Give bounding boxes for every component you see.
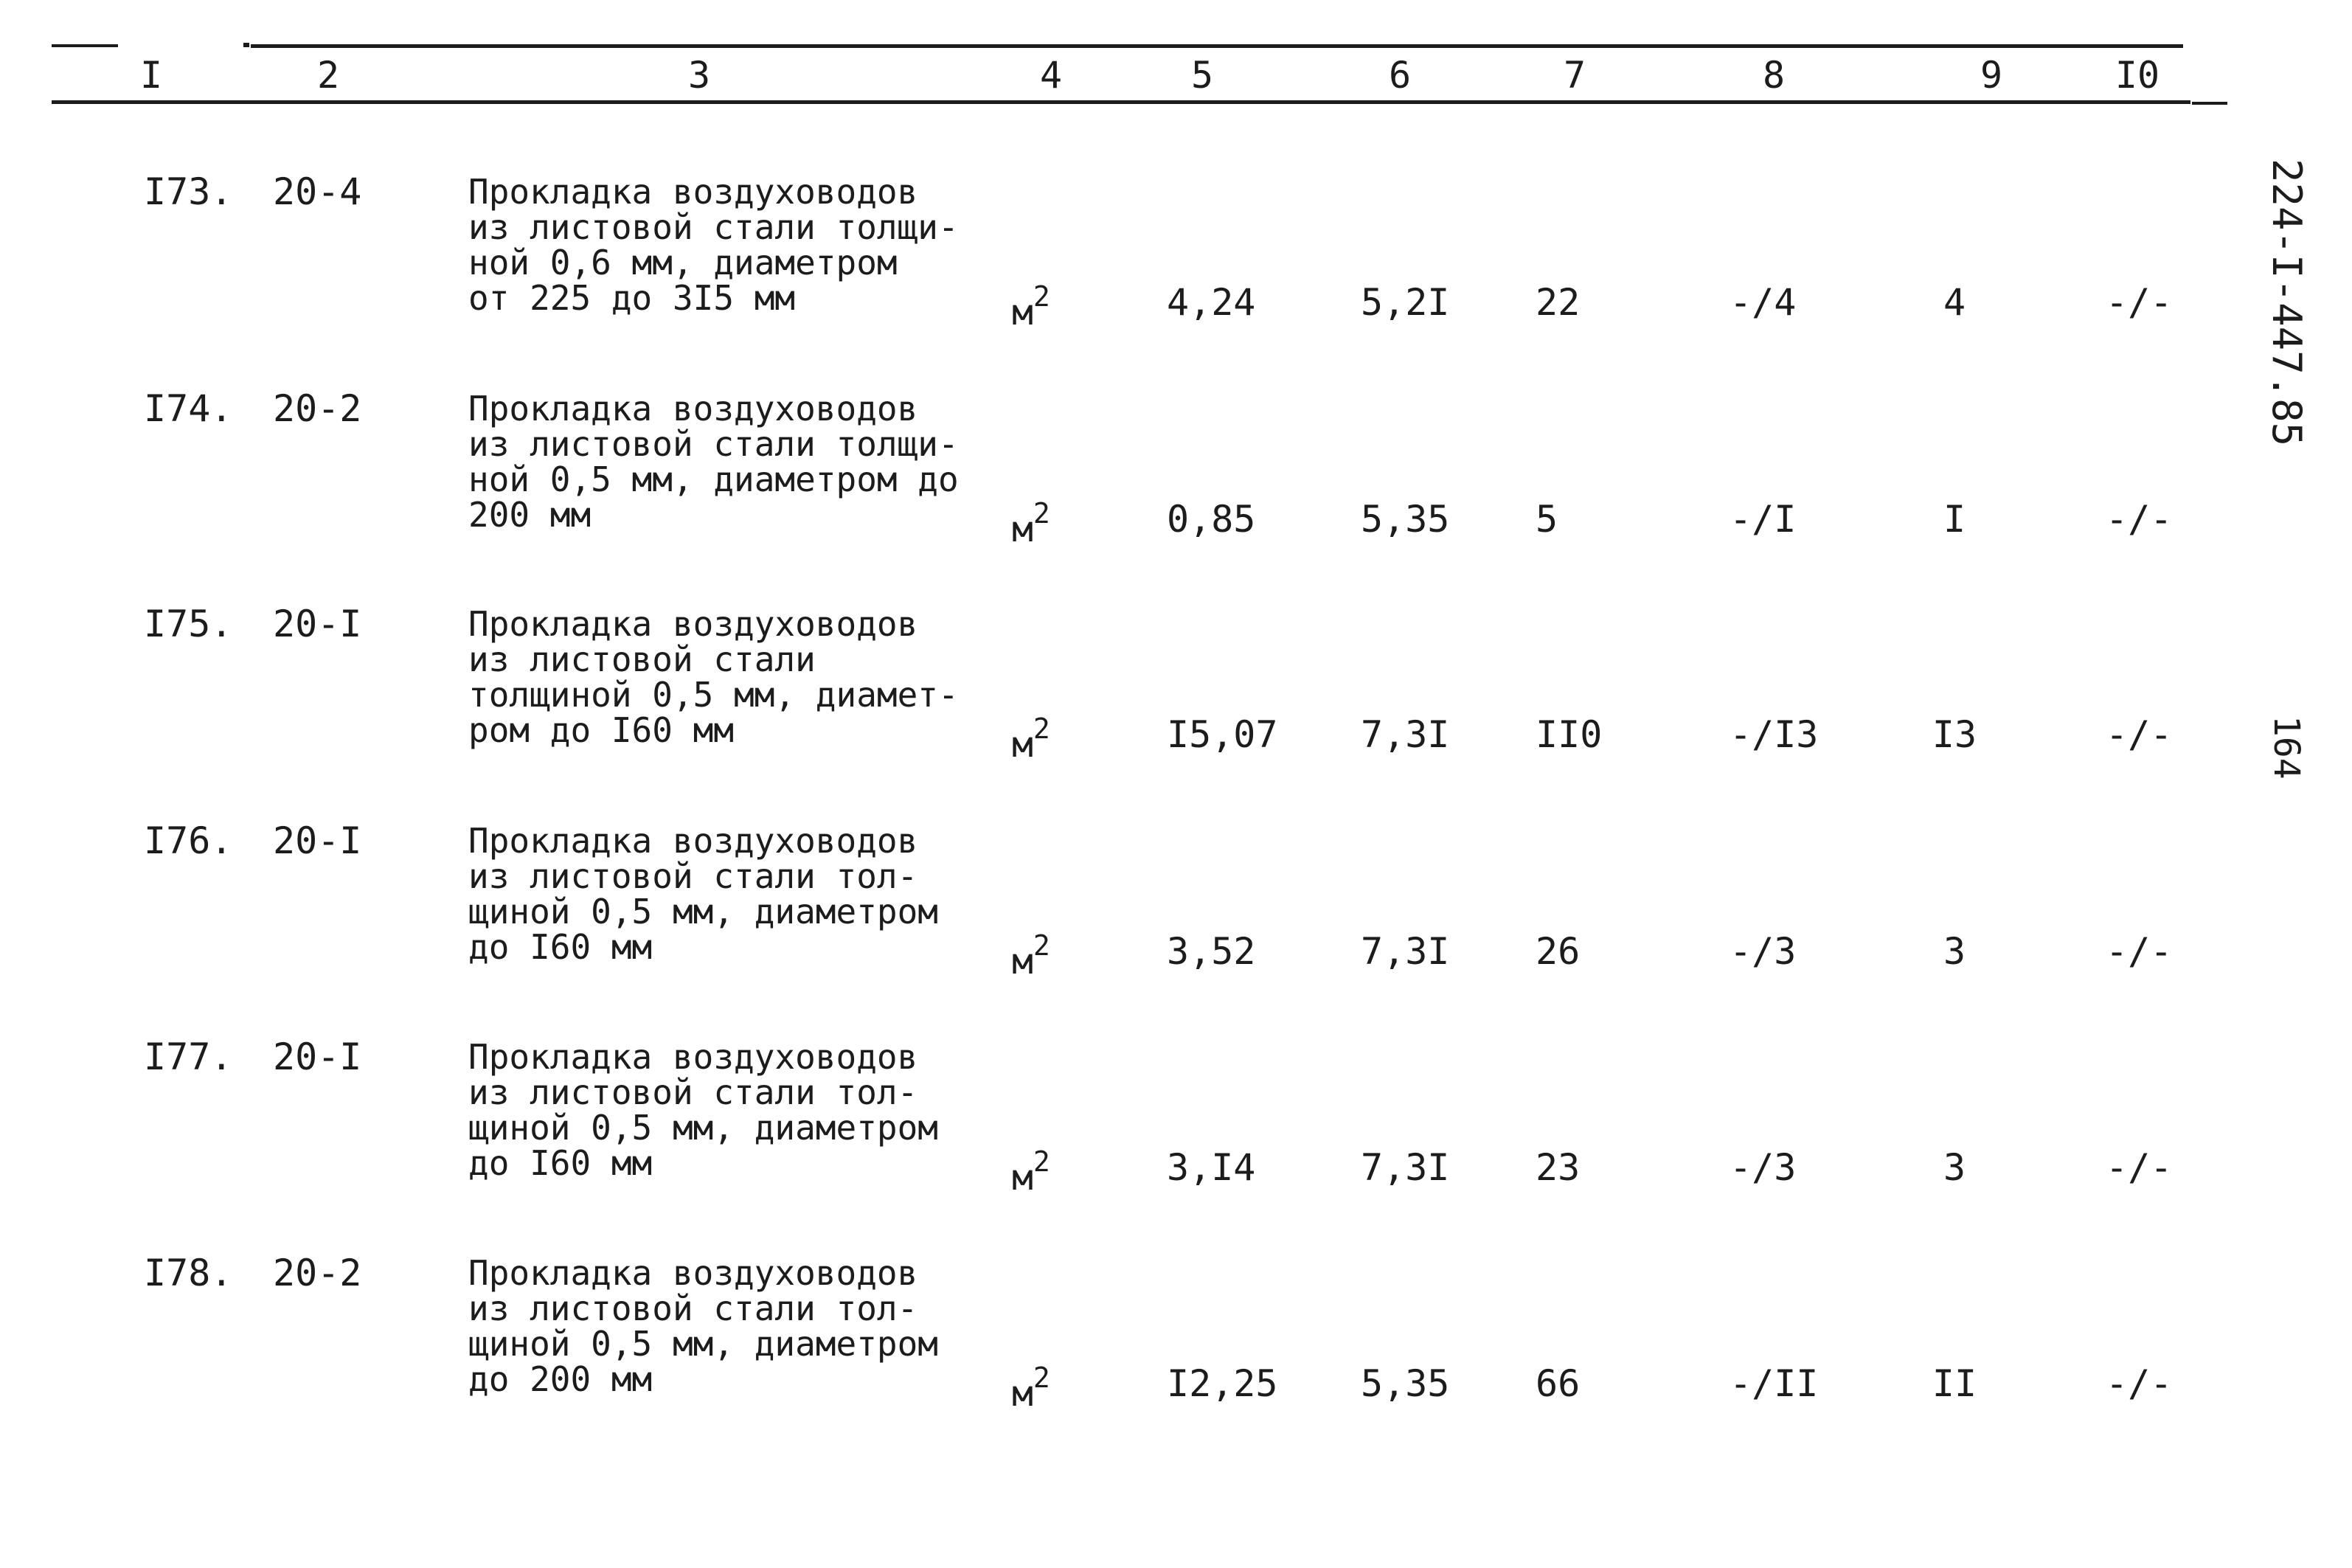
column-10-value: -/- bbox=[2106, 930, 2173, 973]
table-row bbox=[0, 388, 2352, 594]
quantity: 0,85 bbox=[1167, 498, 1256, 541]
unit-cost: 7,3I bbox=[1361, 1146, 1450, 1189]
total-cost: 22 bbox=[1536, 281, 1581, 324]
row-number: I73. bbox=[144, 170, 233, 213]
table-row bbox=[0, 820, 2352, 1027]
unit-of-measure: $м^2$ bbox=[1012, 497, 1050, 550]
unit-cost: 7,3I bbox=[1361, 930, 1450, 973]
work-description: Прокладка воздуховодов из листовой стали тол- щиной 0,5 мм, диаметром до I60 мм bbox=[468, 821, 938, 967]
row-number: I74. bbox=[144, 387, 233, 430]
rate-code: 20-2 bbox=[273, 387, 362, 430]
header-rule-tail bbox=[2192, 102, 2227, 105]
column-9-value: 3 bbox=[1943, 930, 1966, 973]
column-header-5: 5 bbox=[1190, 54, 1214, 97]
header-rule-top bbox=[251, 44, 2183, 48]
work-description: Прокладка воздуховодов из листовой стали тол- щиной 0,5 мм, диаметром до 200 мм bbox=[468, 1253, 938, 1399]
column-9-value: I bbox=[1943, 498, 1966, 541]
rate-code: 20-4 bbox=[273, 170, 362, 213]
quantity: 3,I4 bbox=[1167, 1146, 1256, 1189]
work-description: Прокладка воздуховодов из листовой стали тол- щиной 0,5 мм, диаметром до I60 мм bbox=[468, 1037, 938, 1183]
column-8-value: -/3 bbox=[1730, 930, 1797, 973]
rate-code: 20-I bbox=[273, 603, 362, 645]
unit-cost: 5,35 bbox=[1361, 1362, 1450, 1405]
column-10-value: -/- bbox=[2106, 498, 2173, 541]
column-8-value: -/4 bbox=[1730, 281, 1797, 324]
table-row bbox=[0, 603, 2352, 810]
column-header-2: 2 bbox=[316, 54, 340, 97]
total-cost: 66 bbox=[1536, 1362, 1581, 1405]
table-row bbox=[0, 1252, 2352, 1459]
column-header-3: 3 bbox=[687, 54, 711, 97]
quantity: 4,24 bbox=[1167, 281, 1256, 324]
document-code: 224-I-447.85 bbox=[2263, 159, 2310, 447]
unit-of-measure: $м^2$ bbox=[1012, 712, 1050, 766]
column-8-value: -/I bbox=[1730, 498, 1797, 541]
row-number: I75. bbox=[144, 603, 233, 645]
column-9-value: I3 bbox=[1932, 713, 1977, 756]
unit-cost: 7,3I bbox=[1361, 713, 1450, 756]
quantity: 3,52 bbox=[1167, 930, 1256, 973]
total-cost: 5 bbox=[1536, 498, 1558, 541]
unit-of-measure: $м^2$ bbox=[1012, 1361, 1050, 1415]
header-rule-dot bbox=[243, 43, 249, 47]
page-number: 164 bbox=[2266, 715, 2307, 780]
column-10-value: -/- bbox=[2106, 1146, 2173, 1189]
column-9-value: 4 bbox=[1943, 281, 1966, 324]
rate-code: 20-I bbox=[273, 1035, 362, 1078]
row-number: I78. bbox=[144, 1252, 233, 1294]
column-header-9: 9 bbox=[1980, 54, 2003, 97]
total-cost: 26 bbox=[1536, 930, 1581, 973]
work-description: Прокладка воздуховодов из листовой стали толщиной 0,5 мм, диамет- ром до I60 мм bbox=[468, 604, 959, 750]
rate-code: 20-2 bbox=[273, 1252, 362, 1294]
column-8-value: -/II bbox=[1730, 1362, 1819, 1405]
column-header-4: 4 bbox=[1039, 54, 1063, 97]
header-rule-bottom bbox=[52, 100, 2190, 104]
column-10-value: -/- bbox=[2106, 713, 2173, 756]
column-header-7: 7 bbox=[1563, 54, 1586, 97]
total-cost: 23 bbox=[1536, 1146, 1581, 1189]
unit-cost: 5,35 bbox=[1361, 498, 1450, 541]
unit-cost: 5,2I bbox=[1361, 281, 1450, 324]
column-10-value: -/- bbox=[2106, 281, 2173, 324]
column-8-value: -/3 bbox=[1730, 1146, 1797, 1189]
unit-of-measure: $м^2$ bbox=[1012, 1145, 1050, 1198]
rate-code: 20-I bbox=[273, 819, 362, 862]
header-rule-left bbox=[52, 44, 118, 47]
column-9-value: II bbox=[1932, 1362, 1977, 1405]
quantity: I5,07 bbox=[1167, 713, 1278, 756]
table-row bbox=[0, 1036, 2352, 1243]
work-description: Прокладка воздуховодов из листовой стали толщи- ной 0,6 мм, диаметром от 225 до 3I5 мм bbox=[468, 172, 959, 318]
unit-of-measure: $м^2$ bbox=[1012, 280, 1050, 333]
column-9-value: 3 bbox=[1943, 1146, 1966, 1189]
row-number: I76. bbox=[144, 819, 233, 862]
column-header-10: I0 bbox=[2115, 54, 2160, 97]
column-header-1: I bbox=[139, 54, 163, 97]
column-header-8: 8 bbox=[1762, 54, 1786, 97]
column-10-value: -/- bbox=[2106, 1362, 2173, 1405]
row-number: I77. bbox=[144, 1035, 233, 1078]
table-row bbox=[0, 171, 2352, 378]
column-8-value: -/I3 bbox=[1730, 713, 1819, 756]
total-cost: II0 bbox=[1536, 713, 1603, 756]
column-header-6: 6 bbox=[1388, 54, 1412, 97]
unit-of-measure: $м^2$ bbox=[1012, 929, 1050, 982]
work-description: Прокладка воздуховодов из листовой стали толщи- ной 0,5 мм, диаметром до 200 мм bbox=[468, 389, 959, 535]
quantity: I2,25 bbox=[1167, 1362, 1278, 1405]
